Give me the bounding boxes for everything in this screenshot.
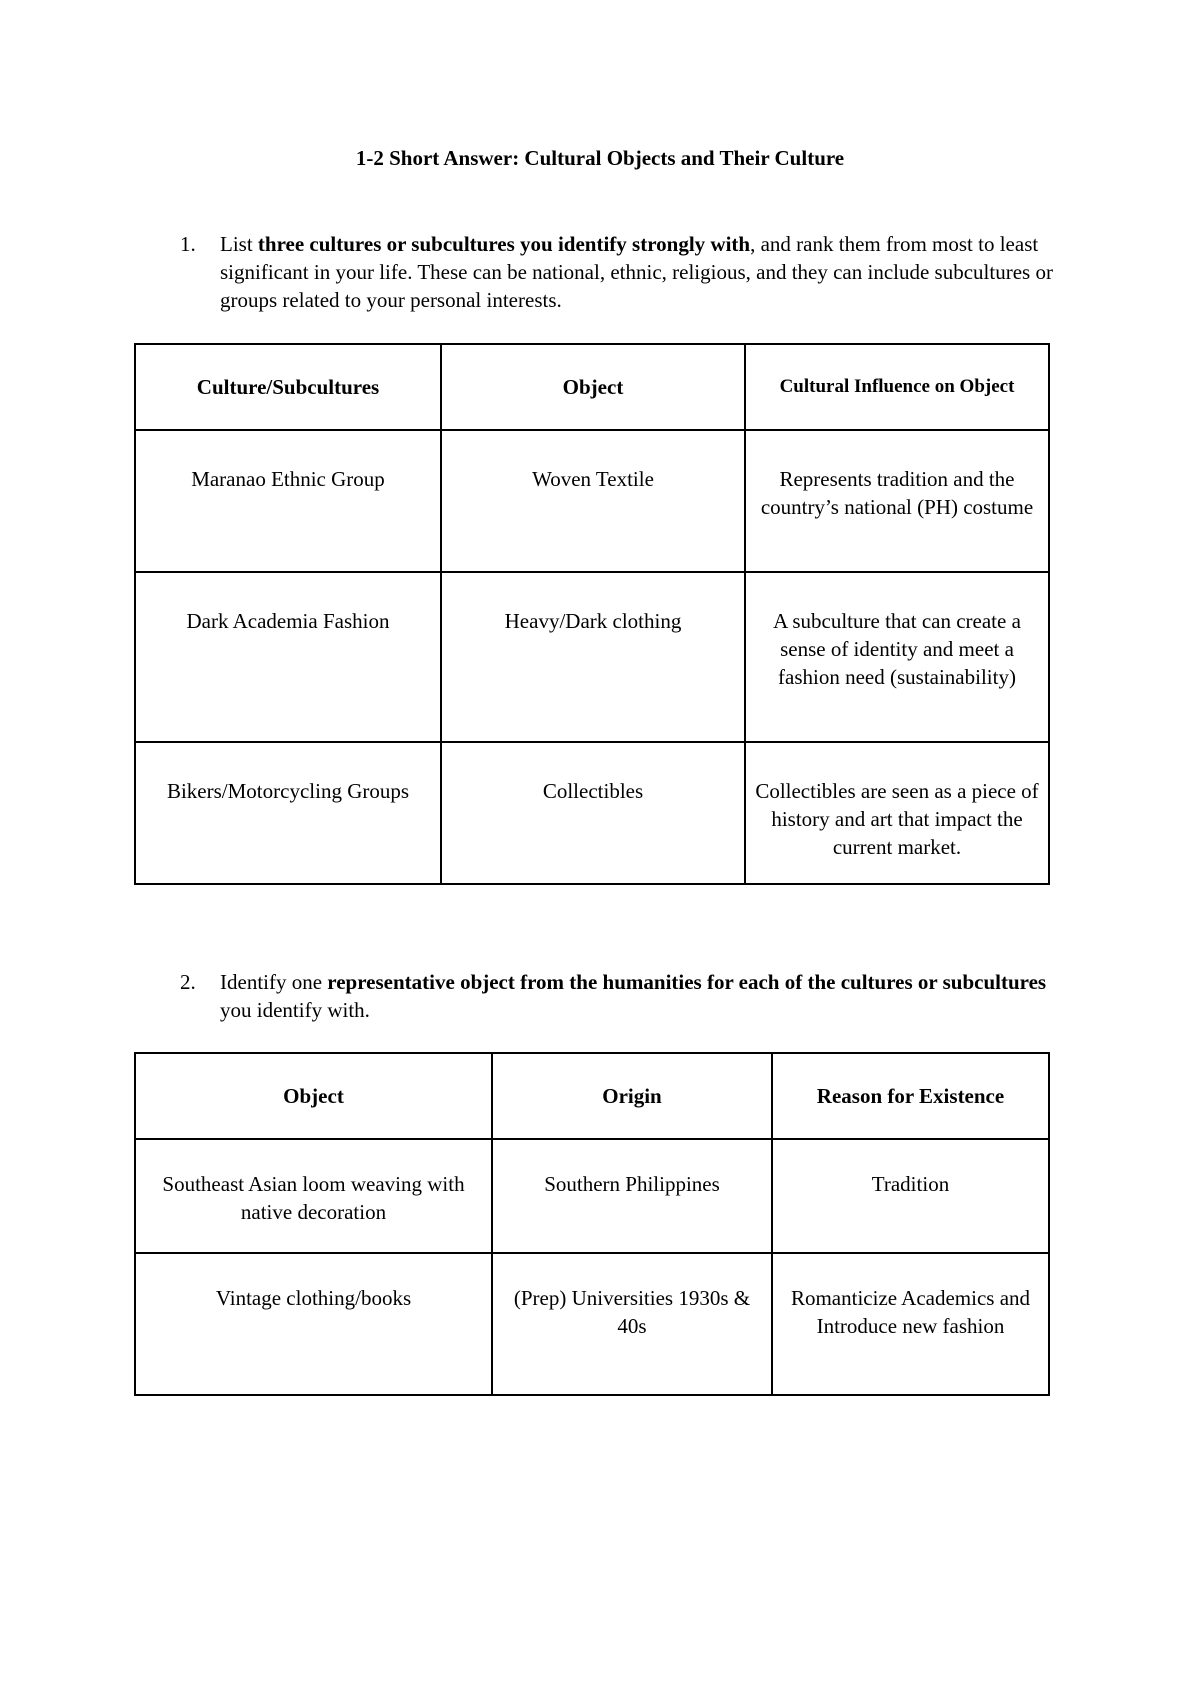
table-row xyxy=(135,1139,1049,1253)
question-2-bold: representative object from the humanities for each of the cultures or subcultures xyxy=(327,970,1047,994)
header-origin: Origin xyxy=(492,1053,772,1139)
table-cell: Southern Philippines xyxy=(492,1139,772,1253)
table-cell: Heavy/Dark clothing xyxy=(441,572,745,742)
table-cell: Woven Textile xyxy=(441,430,745,572)
table-row xyxy=(135,1253,1049,1395)
table-cell: Maranao Ethnic Group xyxy=(135,430,441,572)
question-1-bold: three cultures or subcultures you identify strongly with xyxy=(257,232,751,256)
question-2-text xyxy=(220,968,1060,1024)
table-header-row xyxy=(135,1053,1049,1139)
question-2 xyxy=(180,968,1060,1024)
table-cell: Represents tradition and the country’s national (PH) costume xyxy=(745,430,1049,572)
cultures-table xyxy=(134,343,1050,885)
table-row xyxy=(135,742,1049,884)
question-2-pre: Identify one xyxy=(220,970,328,994)
table-row xyxy=(135,430,1049,572)
header-object: Object xyxy=(135,1053,492,1139)
table-cell: A subculture that can create a sense of identity and meet a fashion need (sustainability) xyxy=(745,572,1049,742)
question-1-post: , and rank them from most to least significant in your life. These can be national, ethnic, religious, and they can include subcultures or groups related to your personal interests. xyxy=(220,232,1053,312)
header-cultural-influence: Cultural Influence on Object xyxy=(745,344,1049,430)
table-row xyxy=(135,572,1049,742)
question-1-number: 1. xyxy=(180,232,196,256)
question-2-post: you identify with. xyxy=(220,998,370,1022)
question-1-text xyxy=(220,230,1060,314)
table-header-row xyxy=(135,344,1049,430)
question-1-pre: List xyxy=(220,232,258,256)
header-object: Object xyxy=(441,344,745,430)
table-cell: Collectibles xyxy=(441,742,745,884)
table-cell: (Prep) Universities 1930s & 40s xyxy=(492,1253,772,1395)
table-cell: Bikers/Motorcycling Groups xyxy=(135,742,441,884)
header-reason-for-existence: Reason for Existence xyxy=(772,1053,1049,1139)
table-cell: Dark Academia Fashion xyxy=(135,572,441,742)
table-cell: Collectibles are seen as a piece of history and art that impact the current market. xyxy=(745,742,1049,884)
objects-table xyxy=(134,1052,1050,1396)
question-1 xyxy=(180,230,1060,314)
table-cell: Southeast Asian loom weaving with native decoration xyxy=(135,1139,492,1253)
table-cell: Tradition xyxy=(772,1139,1049,1253)
question-2-number: 2. xyxy=(180,970,196,994)
page-title: 1-2 Short Answer: Cultural Objects and Their Culture xyxy=(355,146,845,170)
header-culture: Culture/Subcultures xyxy=(135,344,441,430)
table-cell: Romanticize Academics and Introduce new fashion xyxy=(772,1253,1049,1395)
table-cell: Vintage clothing/books xyxy=(135,1253,492,1395)
